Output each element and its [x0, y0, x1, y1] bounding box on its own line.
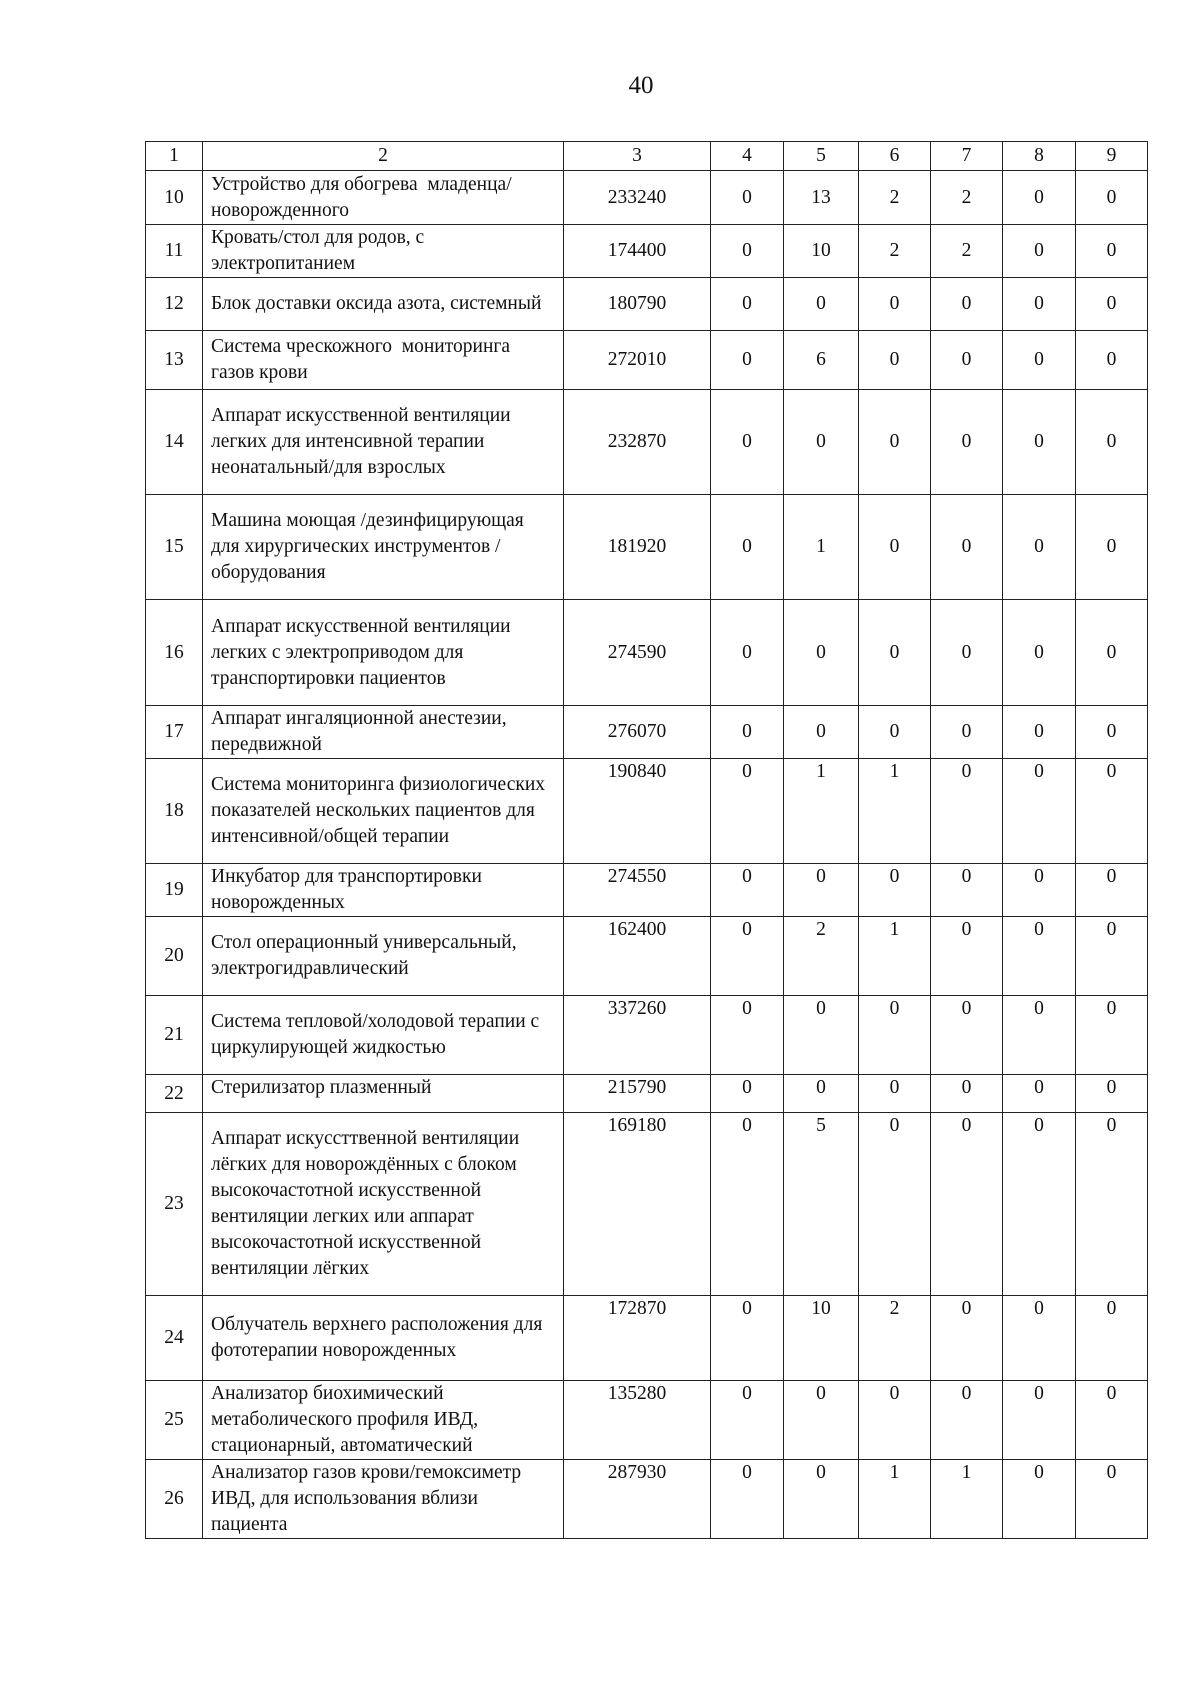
device-name: Стерилизатор плазменный [203, 1075, 564, 1113]
value-cell: 0 [711, 759, 784, 864]
header-cell: 6 [859, 142, 931, 171]
value-cell: 0 [1076, 917, 1148, 996]
table-row [146, 1075, 1148, 1113]
row-number: 10 [146, 171, 203, 225]
value-cell: 0 [1076, 495, 1148, 600]
value-cell: 0 [931, 864, 1003, 917]
code-cell: 181920 [564, 495, 711, 600]
code-cell: 287930 [564, 1460, 711, 1539]
value-cell: 2 [931, 171, 1003, 225]
code-cell: 232870 [564, 390, 711, 495]
value-cell: 0 [1003, 996, 1076, 1075]
row-number: 25 [146, 1381, 203, 1460]
value-cell: 0 [931, 996, 1003, 1075]
row-number: 12 [146, 278, 203, 331]
value-cell: 1 [859, 759, 931, 864]
value-cell: 0 [931, 759, 1003, 864]
device-name: Анализатор газов крови/гемоксиметр ИВД, для использования вблизи пациента [203, 1460, 564, 1539]
row-number: 16 [146, 600, 203, 706]
header-cell: 5 [784, 142, 859, 171]
code-cell: 169180 [564, 1113, 711, 1296]
header-cell: 1 [146, 142, 203, 171]
device-name: Аппарат искусственной вентиляции легких с электроприводом для транспортировки пациентов [203, 600, 564, 706]
value-cell: 0 [784, 1381, 859, 1460]
code-cell: 180790 [564, 278, 711, 331]
table-row [146, 917, 1148, 996]
value-cell: 0 [859, 1075, 931, 1113]
table-row [146, 706, 1148, 759]
value-cell: 0 [711, 600, 784, 706]
value-cell: 0 [859, 1113, 931, 1296]
device-name: Машина моющая /дезинфицирующая для хирургических инструментов /оборудования [203, 495, 564, 600]
value-cell: 0 [711, 1296, 784, 1381]
equipment-table [145, 141, 1148, 1539]
table-row [146, 278, 1148, 331]
code-cell: 215790 [564, 1075, 711, 1113]
value-cell: 0 [931, 1381, 1003, 1460]
device-name: Анализатор биохимический метаболического профиля ИВД, стационарный, автоматический [203, 1381, 564, 1460]
device-name: Блок доставки оксида азота, системный [203, 278, 564, 331]
header-cell: 3 [564, 142, 711, 171]
value-cell: 0 [711, 1075, 784, 1113]
value-cell: 0 [1076, 864, 1148, 917]
value-cell: 0 [1003, 706, 1076, 759]
value-cell: 0 [859, 495, 931, 600]
device-name: Инкубатор для транспортировки новорожденных [203, 864, 564, 917]
code-cell: 135280 [564, 1381, 711, 1460]
value-cell: 0 [1076, 171, 1148, 225]
value-cell: 10 [784, 225, 859, 278]
value-cell: 0 [931, 495, 1003, 600]
value-cell: 0 [859, 1381, 931, 1460]
value-cell: 0 [1003, 495, 1076, 600]
row-number: 21 [146, 996, 203, 1075]
value-cell: 2 [859, 1296, 931, 1381]
value-cell: 0 [931, 1296, 1003, 1381]
row-number: 14 [146, 390, 203, 495]
value-cell: 0 [1003, 1113, 1076, 1296]
value-cell: 0 [1076, 1113, 1148, 1296]
row-number: 19 [146, 864, 203, 917]
value-cell: 0 [711, 1460, 784, 1539]
value-cell: 0 [931, 706, 1003, 759]
value-cell: 0 [859, 706, 931, 759]
value-cell: 0 [931, 331, 1003, 390]
device-name: Облучатель верхнего расположения для фототерапии новорожденных [203, 1296, 564, 1381]
value-cell: 2 [859, 225, 931, 278]
value-cell: 0 [711, 996, 784, 1075]
row-number: 17 [146, 706, 203, 759]
header-cell: 8 [1003, 142, 1076, 171]
value-cell: 0 [711, 171, 784, 225]
table-row [146, 495, 1148, 600]
value-cell: 0 [1076, 759, 1148, 864]
table-header-row [146, 142, 1148, 171]
code-cell: 190840 [564, 759, 711, 864]
table-row [146, 759, 1148, 864]
value-cell: 0 [1076, 706, 1148, 759]
device-name: Аппарат искусственной вентиляции легких для интенсивной терапии неонатальный/для взрослых [203, 390, 564, 495]
value-cell: 0 [1076, 390, 1148, 495]
device-name: Аппарат ингаляционной анестезии, передвижной [203, 706, 564, 759]
value-cell: 0 [1076, 600, 1148, 706]
value-cell: 0 [1003, 917, 1076, 996]
table-row [146, 600, 1148, 706]
value-cell: 0 [1003, 278, 1076, 331]
value-cell: 1 [784, 759, 859, 864]
device-name: Система мониторинга физиологических показателей нескольких пациентов для интенсивной/общей терапии [203, 759, 564, 864]
table-row [146, 1381, 1148, 1460]
device-name: Система чрескожного мониторинга газов крови [203, 331, 564, 390]
value-cell: 0 [711, 390, 784, 495]
value-cell: 0 [1076, 996, 1148, 1075]
code-cell: 272010 [564, 331, 711, 390]
value-cell: 0 [784, 390, 859, 495]
table-row [146, 1460, 1148, 1539]
table-row [146, 331, 1148, 390]
value-cell: 0 [1076, 331, 1148, 390]
value-cell: 0 [1076, 1460, 1148, 1539]
value-cell: 1 [859, 1460, 931, 1539]
value-cell: 0 [931, 1113, 1003, 1296]
value-cell: 0 [711, 917, 784, 996]
value-cell: 0 [1003, 225, 1076, 278]
value-cell: 0 [711, 331, 784, 390]
value-cell: 0 [931, 390, 1003, 495]
value-cell: 0 [784, 1460, 859, 1539]
value-cell: 1 [784, 495, 859, 600]
value-cell: 0 [784, 706, 859, 759]
code-cell: 174400 [564, 225, 711, 278]
row-number: 11 [146, 225, 203, 278]
value-cell: 0 [711, 495, 784, 600]
value-cell: 0 [859, 331, 931, 390]
value-cell: 0 [859, 996, 931, 1075]
device-name: Система тепловой/холодовой терапии с циркулирующей жидкостью [203, 996, 564, 1075]
value-cell: 0 [1003, 1075, 1076, 1113]
value-cell: 1 [859, 917, 931, 996]
device-name: Аппарат искуссттвенной вентиляции лёгких для новорождённых с блоком высокочастотной искусственной вентиляции легких или аппарат высокочастотной искусственной вентиляции лёгких [203, 1113, 564, 1296]
table-row [146, 1296, 1148, 1381]
value-cell: 0 [784, 864, 859, 917]
value-cell: 0 [859, 864, 931, 917]
value-cell: 0 [784, 278, 859, 331]
row-number: 13 [146, 331, 203, 390]
code-cell: 274590 [564, 600, 711, 706]
value-cell: 2 [859, 171, 931, 225]
value-cell: 0 [784, 1075, 859, 1113]
value-cell: 0 [1003, 331, 1076, 390]
value-cell: 0 [1003, 864, 1076, 917]
device-name: Кровать/стол для родов, с электропитанием [203, 225, 564, 278]
value-cell: 0 [1003, 1381, 1076, 1460]
value-cell: 0 [931, 600, 1003, 706]
device-name: Стол операционный универсальный, электрогидравлический [203, 917, 564, 996]
value-cell: 0 [1003, 1296, 1076, 1381]
value-cell: 0 [1076, 1075, 1148, 1113]
value-cell: 0 [1076, 278, 1148, 331]
value-cell: 0 [711, 278, 784, 331]
device-name: Устройство для обогрева младенца/новорожденного [203, 171, 564, 225]
value-cell: 0 [1076, 1381, 1148, 1460]
value-cell: 0 [784, 996, 859, 1075]
code-cell: 172870 [564, 1296, 711, 1381]
value-cell: 0 [1003, 759, 1076, 864]
value-cell: 10 [784, 1296, 859, 1381]
row-number: 20 [146, 917, 203, 996]
row-number: 15 [146, 495, 203, 600]
header-cell: 7 [931, 142, 1003, 171]
value-cell: 0 [1003, 390, 1076, 495]
value-cell: 2 [784, 917, 859, 996]
table-row [146, 864, 1148, 917]
value-cell: 0 [859, 390, 931, 495]
value-cell: 2 [931, 225, 1003, 278]
value-cell: 5 [784, 1113, 859, 1296]
value-cell: 0 [711, 706, 784, 759]
table-row [146, 1113, 1148, 1296]
value-cell: 0 [931, 278, 1003, 331]
value-cell: 0 [784, 600, 859, 706]
value-cell: 0 [859, 600, 931, 706]
value-cell: 0 [711, 1113, 784, 1296]
header-cell: 2 [203, 142, 564, 171]
row-number: 26 [146, 1460, 203, 1539]
table-row [146, 996, 1148, 1075]
row-number: 18 [146, 759, 203, 864]
header-cell: 9 [1076, 142, 1148, 171]
value-cell: 0 [1003, 171, 1076, 225]
code-cell: 276070 [564, 706, 711, 759]
value-cell: 0 [931, 917, 1003, 996]
code-cell: 162400 [564, 917, 711, 996]
code-cell: 274550 [564, 864, 711, 917]
value-cell: 0 [1076, 225, 1148, 278]
value-cell: 0 [1003, 600, 1076, 706]
value-cell: 0 [711, 1381, 784, 1460]
table-row [146, 390, 1148, 495]
value-cell: 0 [1003, 1460, 1076, 1539]
value-cell: 0 [931, 1075, 1003, 1113]
row-number: 24 [146, 1296, 203, 1381]
value-cell: 6 [784, 331, 859, 390]
row-number: 23 [146, 1113, 203, 1296]
value-cell: 13 [784, 171, 859, 225]
row-number: 22 [146, 1075, 203, 1113]
page-number: 40 [628, 72, 654, 99]
code-cell: 337260 [564, 996, 711, 1075]
value-cell: 0 [1076, 1296, 1148, 1381]
table-row [146, 225, 1148, 278]
header-cell: 4 [711, 142, 784, 171]
value-cell: 1 [931, 1460, 1003, 1539]
value-cell: 0 [711, 864, 784, 917]
value-cell: 0 [859, 278, 931, 331]
code-cell: 233240 [564, 171, 711, 225]
table-row [146, 171, 1148, 225]
value-cell: 0 [711, 225, 784, 278]
